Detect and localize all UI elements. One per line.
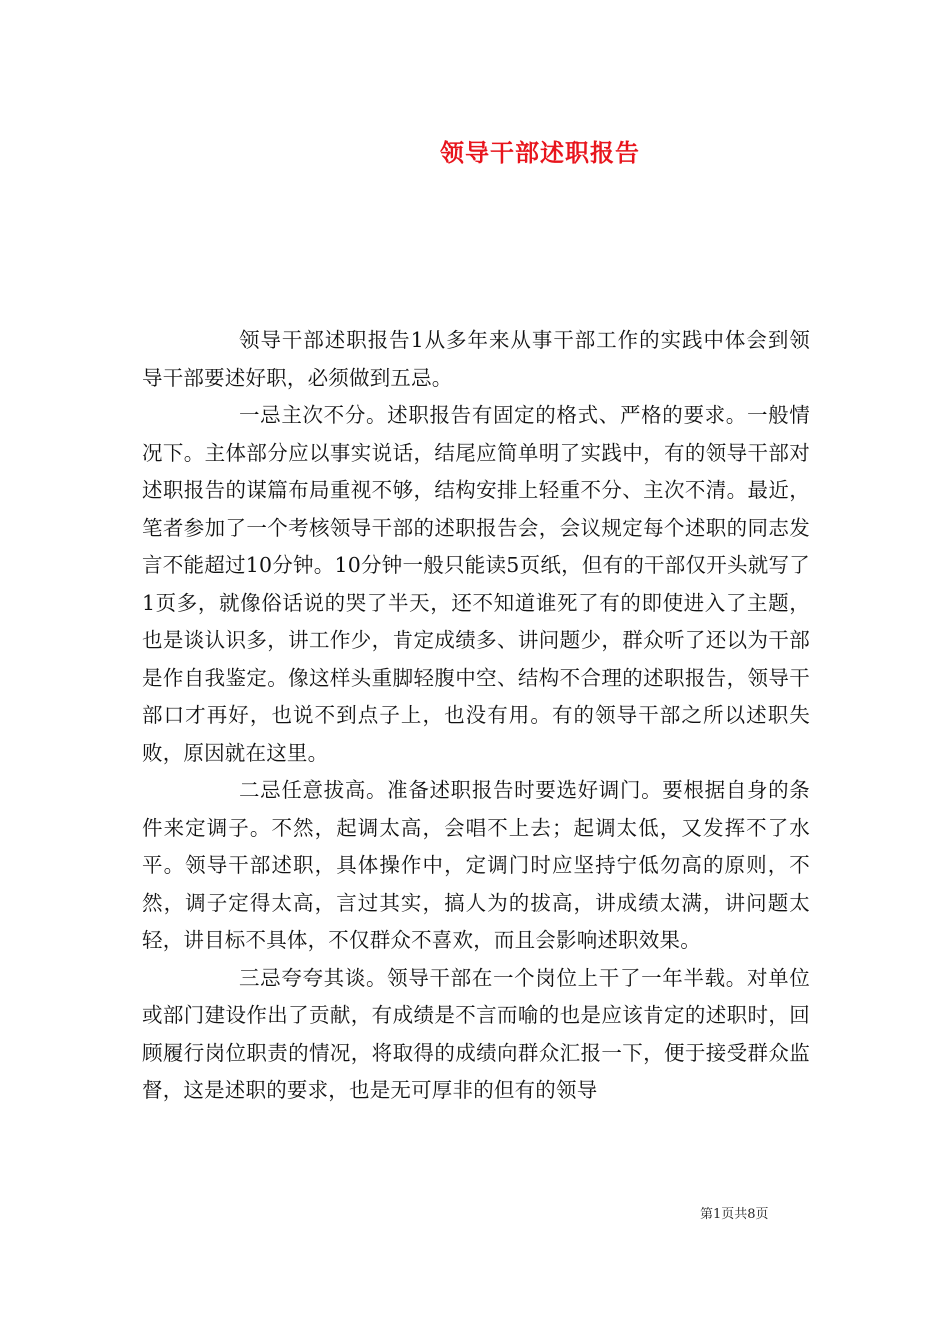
paragraph-intro: 领导干部述职报告1从多年来从事干部工作的实践中体会到领导干部要述好职，必须做到五忌。 (142, 328, 810, 390)
page-number-footer: 第1页共8页 (700, 1207, 769, 1222)
paragraph-first-taboo: 一忌主次不分。述职报告有固定的格式、严格的要求。一般情况下。主体部分应以事实说话，结尾应简单明了实践中，有的领导干部对述职报告的谋篇布局重视不够，结构安排上轻重不分、主次不清。最近，笔者参加了一个考核领导干部的述职报告会，会议规定每个述职的同志发言不能超过10分钟。10分钟一般只能读5页纸，但有的干部仅开头就写了1页多，就像俗话说的哭了半天，还不知道谁死了有的即使进入了主题，也是谈认识多，讲工作少，肯定成绩多、讲问题少，群众听了还以为干部是作自我鉴定。像这样头重脚轻腹中空、结构不合理的述职报告，领导干部口才再好，也说不到点子上，也没有用。有的领导干部之所以述职失败，原因就在这里。 (142, 403, 810, 765)
page-title: 领导干部述职报告 (440, 138, 640, 167)
document-body (142, 322, 810, 1110)
paragraph-second-taboo: 二忌任意拔高。准备述职报告时要选好调门。要根据自身的条件来定调子。不然，起调太高，会唱不上去；起调太低，又发挥不了水平。领导干部述职，具体操作中，定调门时应坚持宁低勿高的原则，不然，调子定得太高，言过其实，搞人为的拔高，讲成绩太满，讲问题太轻，讲目标不具体，不仅群众不喜欢，而且会影响述职效果。 (142, 778, 810, 952)
paragraph-third-taboo: 三忌夸夸其谈。领导干部在一个岗位上干了一年半载。对单位或部门建设作出了贡献，有成绩是不言而喻的也是应该肯定的述职时，回顾履行岗位职责的情况，将取得的成绩向群众汇报一下，便于接受群众监督，这是述职的要求，也是无可厚非的但有的领导 (142, 965, 810, 1102)
